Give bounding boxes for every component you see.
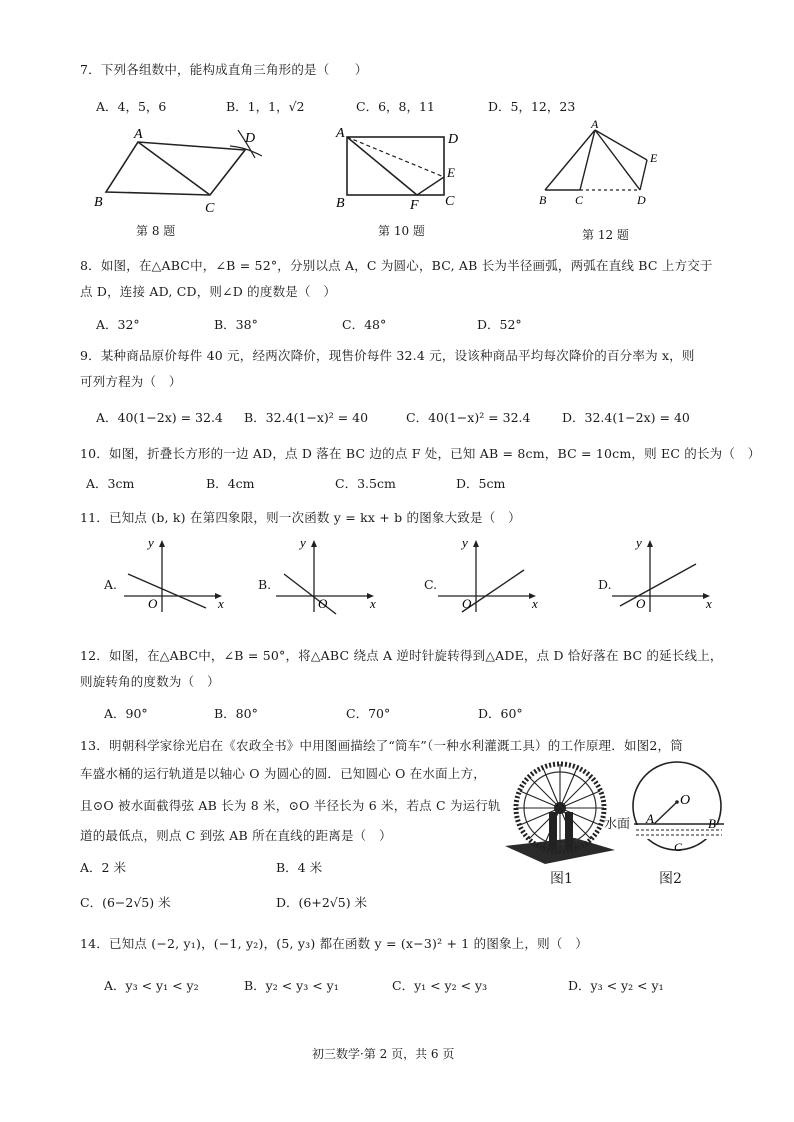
q8-option-d: D．52° [477,317,522,332]
fig10-label-e: E [447,165,455,180]
fig2-label-a: A [646,811,654,826]
q12-line1: 12．如图，在△ABC中，∠B = 50°，将△ABC 绕点 A 逆时针旋转得到△ADE，点 D 恰好落在 BC 的延长线上， [80,648,723,663]
q10-option-b: B．4cm [206,476,255,491]
fig10-label-b: B [336,196,345,210]
q9-option-c: C．40(1−x)² = 32.4 [406,410,531,425]
figure-2-circle [600,760,730,860]
q13-option-d: D．(6+2√5) 米 [276,895,368,910]
q13-option-c: C．(6−2√5) 米 [80,895,171,910]
q9-option-a: A．40(1−2x) = 32.4 [96,410,223,425]
q14-option-b: B．y₂ < y₃ < y₁ [244,978,339,993]
q9-option-d: D．32.4(1−2x) = 40 [562,410,690,425]
q11c-y-label: y [462,536,468,550]
q11b-origin: O [318,596,328,611]
q11d-y-label: y [636,536,642,550]
q14-stem: 14．已知点 (−2, y₁)，(−1, y₂)，(5, y₃) 都在函数 y = (x−3)² + 1 的图象上，则（ ） [80,936,588,951]
fig10-caption: 第 10 题 [378,224,425,238]
page-footer: 初三数学·第 2 页，共 6 页 [312,1047,455,1061]
fig12-label-c: C [575,193,584,207]
waterwheel-illustration [505,760,615,868]
figure-12 [535,118,675,213]
fig10-label-c: C [445,194,455,209]
fig8-label-a: A [134,127,143,142]
fig10-label-f: F [410,198,419,210]
q11c-origin: O [462,596,472,611]
q11-graph-c [432,536,544,616]
fig2-label-b: B [708,816,716,831]
q8-line1: 8．如图，在△ABC中，∠B = 52°，分别以点 A，C 为圆心，BC, AB 长为半径画弧，两弧在直线 BC 上方交于 [80,258,713,273]
q14-option-c: C．y₁ < y₂ < y₃ [392,978,488,993]
q10-stem: 10．如图，折叠长方形的一边 AD，点 D 落在 BC 边的点 F 处，已知 AB = 8cm，BC = 10cm，则 EC 的长为（ ） [80,446,761,461]
q11-graph-a-label: A. [104,577,118,592]
fig12-label-a: A [591,118,599,131]
fig12-caption: 第 12 题 [582,228,629,242]
figure-8 [90,120,270,215]
q11-graph-d-label: D. [598,577,612,592]
q13-line1: 13．明朝科学家徐光启在《农政全书》中用图画描绘了“筒车”（一种水利灌溉工具）的工作原理．如图2，筒 [80,738,683,753]
q11-graph-b-label: B. [258,577,272,592]
fig8-label-b: B [94,195,103,210]
q11d-origin: O [636,596,646,611]
q10-option-a: A．3cm [86,476,135,491]
q7-option-a: A．4，5，6 [96,99,167,114]
fig8-caption: 第 8 题 [136,224,176,238]
q14-option-d: D．y₃ < y₂ < y₁ [568,978,664,993]
q11-graph-c-label: C. [424,577,438,592]
fig10-label-a: A [336,126,345,141]
q9-line1: 9．某种商品原价每件 40 元，经两次降价，现售价每件 32.4 元，设该种商品平均每次降价的百分率为 x，则 [80,348,695,363]
q8-option-c: C．48° [342,317,387,332]
fig2-caption: 图2 [659,871,682,887]
q10-option-d: D．5cm [456,476,506,491]
fig12-label-e: E [650,151,658,165]
q9-option-b: B．32.4(1−x)² = 40 [244,410,369,425]
q11b-y-label: y [300,536,306,550]
q13-line4: 道的最低点，则点 C 到弦 AB 所在直线的距离是（ ） [80,828,392,843]
q8-option-b: B．38° [214,317,258,332]
q13-option-a: A．2 米 [80,860,126,875]
q11d-x-label: x [706,596,712,611]
q7-option-b: B．1，1，√2 [226,99,305,114]
q11c-x-label: x [532,596,538,611]
q14-option-a: A．y₃ < y₁ < y₂ [104,978,199,993]
q13-option-b: B．4 米 [276,860,323,875]
fig12-label-d: D [637,193,646,207]
q10-option-c: C．3.5cm [335,476,396,491]
fig1-caption: 图1 [550,871,573,887]
q11-graph-d [606,536,718,616]
q7-option-c: C．6，8，11 [356,99,435,114]
q13-line3: 且⊙O 被水面截得弦 AB 长为 8 米，⊙O 半径长为 6 米，若点 C 为运行轨 [80,798,501,813]
q13-line2: 车盛水桶的运行轨道是以轴心 O 为圆心的圆．已知圆心 O 在水面上方， [80,766,486,781]
water-surface-label: 水面 [604,817,631,832]
q11-graph-a [118,536,230,616]
q12-option-c: C．70° [346,706,391,721]
q8-option-a: A．32° [96,317,140,332]
q11a-x-label: x [218,596,224,611]
figure-10 [330,125,470,210]
q12-option-a: A．90° [104,706,148,721]
q12-line2: 则旋转角的度数为（ ） [80,674,220,689]
fig2-label-c: C [674,840,683,854]
q11-stem: 11．已知点 (b, k) 在第四象限，则一次函数 y = kx + b 的图象大致是（ ） [80,510,521,525]
fig8-label-d: D [245,131,256,146]
fig2-label-o: O [680,793,691,808]
q11b-x-label: x [370,596,376,611]
fig12-label-b: B [539,193,547,207]
fig10-label-d: D [448,132,459,147]
q12-option-b: B．80° [214,706,258,721]
q7-option-d: D．5，12，23 [488,99,576,114]
q9-line2: 可列方程为（ ） [80,374,182,389]
q11-graph-b [270,536,382,616]
fig8-label-c: C [205,201,215,215]
q11a-y-label: y [148,536,154,550]
q7-stem: 7．下列各组数中，能构成直角三角形的是（ ） [80,62,368,77]
q11a-origin: O [148,596,158,611]
q12-option-d: D．60° [478,706,523,721]
q8-line2: 点 D，连接 AD, CD，则∠D 的度数是（ ） [80,284,337,299]
